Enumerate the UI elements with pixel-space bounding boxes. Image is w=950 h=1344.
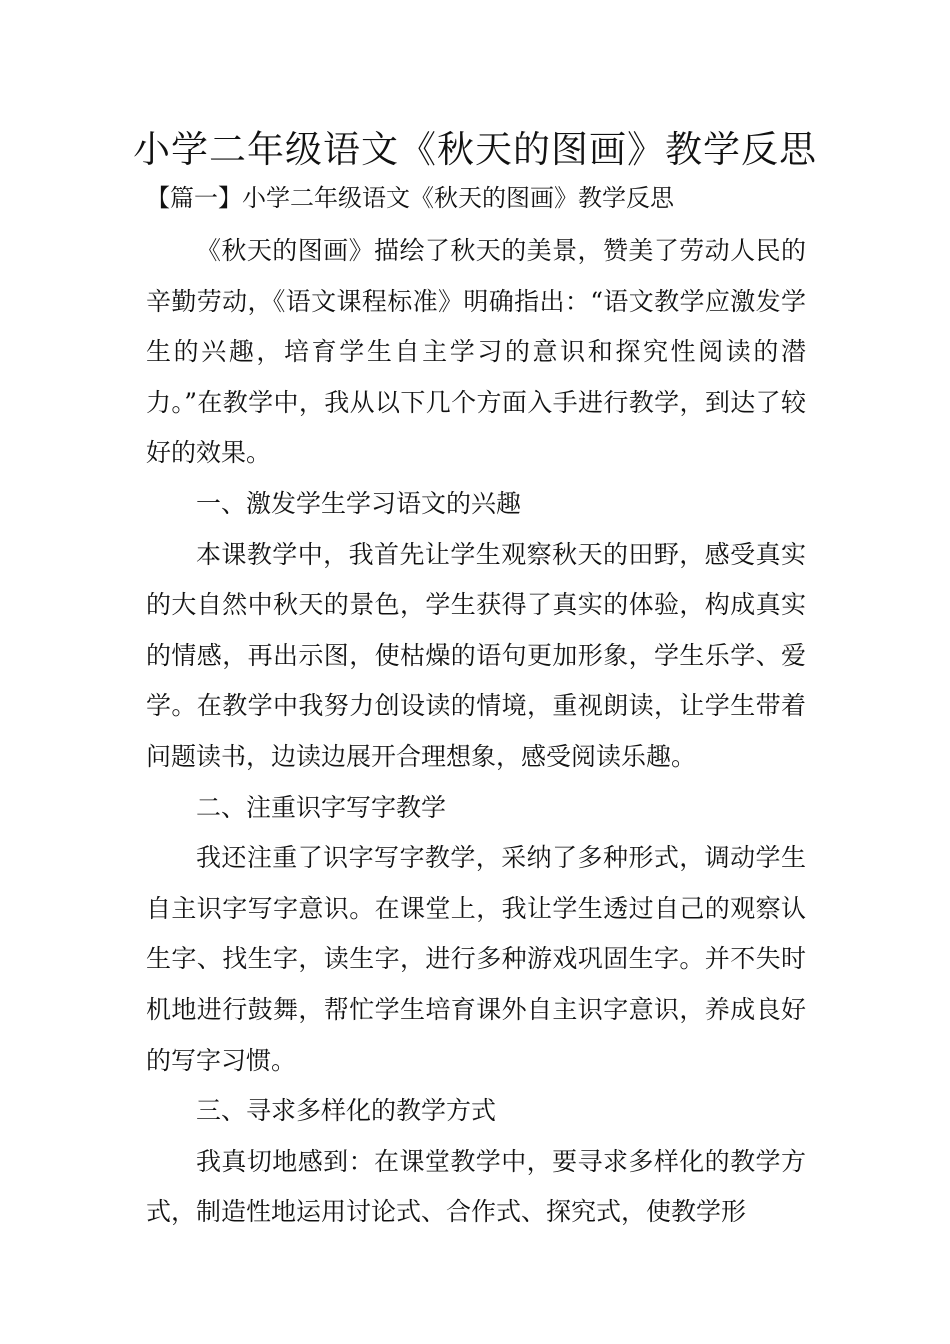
document-body	[146, 226, 806, 1238]
section-heading: 一、激发学生学习语文的兴趣	[196, 488, 522, 518]
document-title: 小学二年级语文《秋天的图画》教学反思	[133, 128, 817, 171]
paragraph: 《秋天的图画》描绘了秋天的美景，赞美了劳动人民的辛勤劳动，《语文课程标准》明确指出：“语文教学应激发学生的兴趣，培育学生自主学习的意识和探究性阅读的潜力。”在教学中，我从以下几个方面入手进行教学，到达了较好的效果。	[146, 236, 806, 468]
paragraph: 我真切地感到：在课堂教学中，要寻求多样化的教学方式，制造性地运用讨论式、合作式、探究式，使教学形	[146, 1146, 806, 1227]
section-subtitle: 【篇一】小学二年级语文《秋天的图画》教学反思	[146, 184, 674, 212]
paragraph: 本课教学中，我首先让学生观察秋天的田野，感受真实的大自然中秋天的景色，学生获得了真实的体验，构成真实的情感，再出示图，使枯燥的语句更加形象，学生乐学、爱学。在教学中我努力创设读的情境，重视朗读，让学生带着问题读书，边读边展开合理想象，感受阅读乐趣。	[146, 539, 806, 771]
section-heading: 三、寻求多样化的教学方式	[196, 1096, 497, 1126]
section-heading: 二、注重识字写字教学	[196, 792, 447, 822]
paragraph: 我还注重了识字写字教学，采纳了多种形式，调动学生自主识字写字意识。在课堂上，我让学生透过自己的观察认生字、找生字，读生字，进行多种游戏巩固生字。并不失时机地进行鼓舞，帮忙学生培育课外自主识字意识，养成良好的写字习惯。	[146, 843, 806, 1075]
